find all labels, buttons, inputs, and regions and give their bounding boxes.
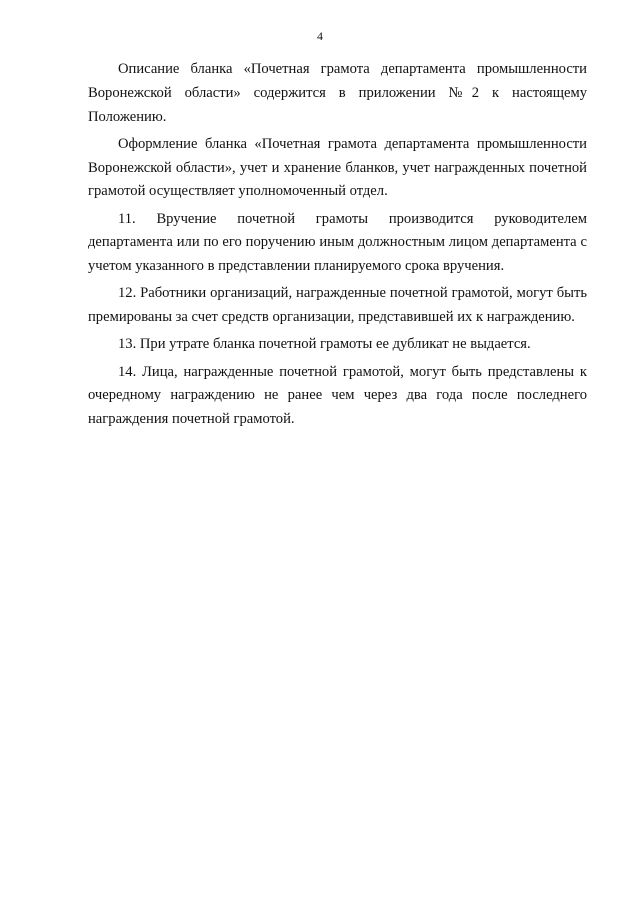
paragraph-11-presentation: 11. Вручение почетной грамоты производится руководителем департамента или по его поручению иным должностным лицом департамента с учетом указанного в представлении планируемого срока вручения. — [88, 210, 587, 275]
page-number: 4 — [317, 29, 323, 43]
paragraph-14-next-award: 14. Лица, награжденные почетной грамотой, могут быть представлены к очередному награждению не ранее чем через два года после последнего награждения почетной грамотой. — [88, 363, 587, 428]
document-body — [88, 58, 587, 435]
paragraph-12-bonus: 12. Работники организаций, награжденные почетной грамотой, могут быть премированы за счет средств организации, представившей их к награждению. — [88, 285, 587, 326]
paragraph-blank-description: Описание бланка «Почетная грамота департамента промышленности Воронежской области» содержится в приложении №2 к настоящему Положению. — [88, 61, 587, 125]
paragraph-13-duplicate: 13. При утрате бланка почетной грамоты ее дубликат не выдается. — [118, 336, 531, 353]
paragraph-blank-registration: Оформление бланка «Почетная грамота департамента промышленности Воронежской области», учет и хранение бланков, учет награжденных почетной грамотой осуществляет уполномоченный отдел. — [88, 135, 587, 200]
